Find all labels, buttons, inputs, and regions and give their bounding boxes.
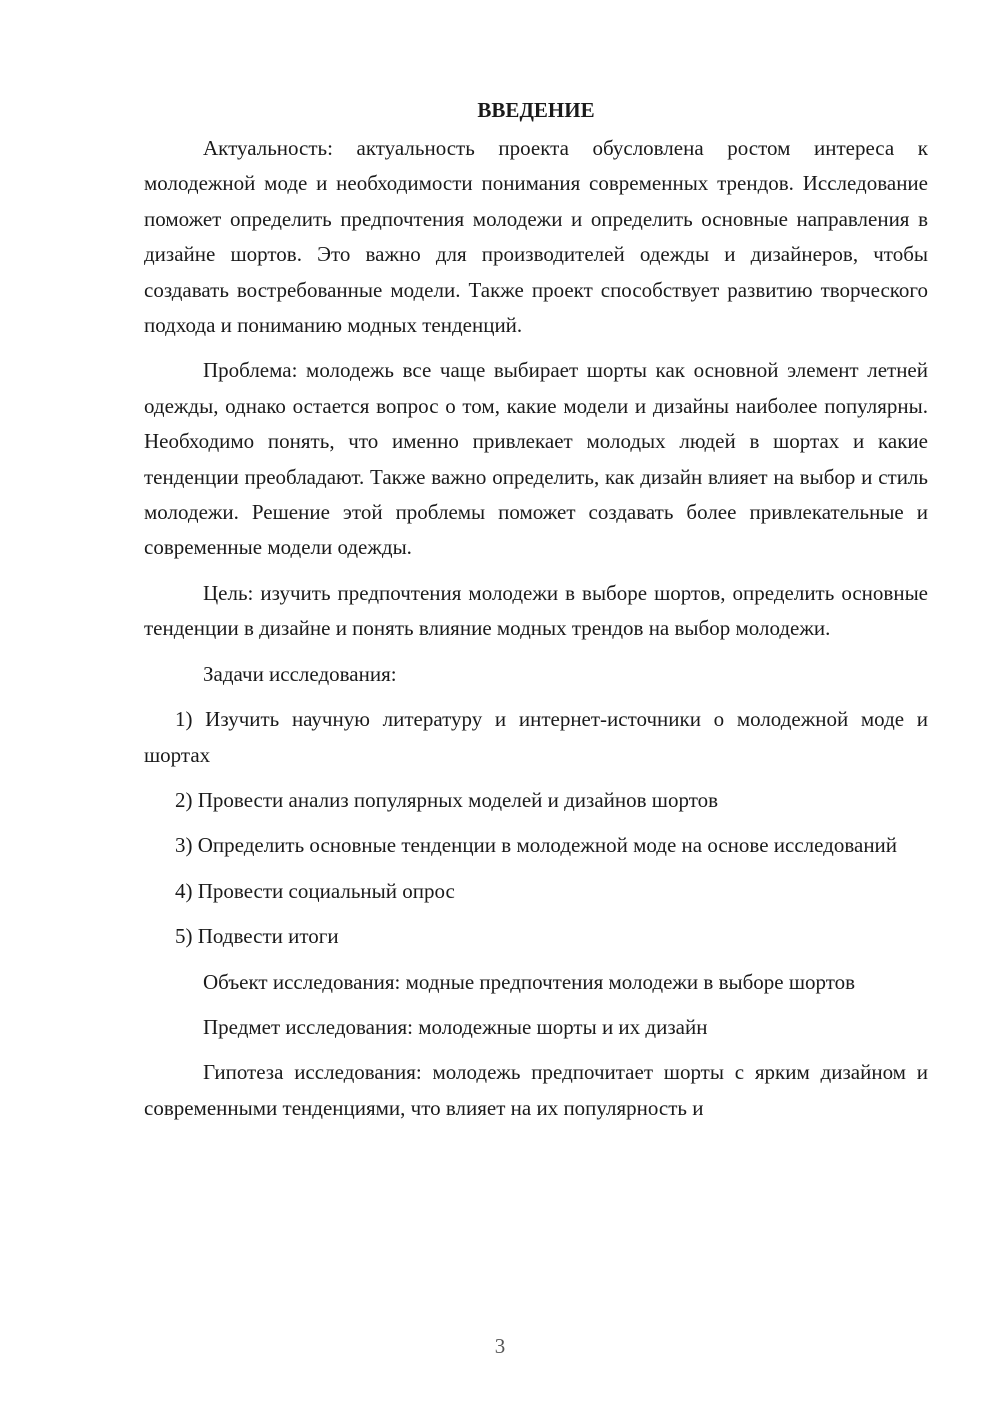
document-page bbox=[144, 93, 928, 1136]
document-title: ВВЕДЕНИЕ bbox=[477, 98, 595, 122]
paragraph-relevance: Актуальность: актуальность проекта обусловлена ростом интереса к молодежной моде и необходимости понимания современных трендов. Исследование поможет определить предпочтения молодежи и определить основные направления в дизайне шортов. Это важно для производителей одежды и дизайнеров, чтобы создавать востребованные модели. Также проект способствует развитию творческого подхода и пониманию модных тенденций. bbox=[144, 136, 928, 338]
paragraph-hypothesis: Гипотеза исследования: молодежь предпочитает шорты с ярким дизайном и современными тенденциями, что влияет на их популярность и bbox=[144, 1060, 928, 1120]
paragraph-goal: Цель: изучить предпочтения молодежи в выборе шортов, определить основные тенденции в дизайне и понять влияние модных трендов на выбор молодежи. bbox=[144, 580, 928, 641]
task-item-5: 5) Подвести итоги bbox=[175, 924, 339, 949]
paragraph-object: Объект исследования: модные предпочтения молодежи в выборе шортов bbox=[203, 969, 856, 994]
task-item-4: 4) Провести социальный опрос bbox=[175, 878, 455, 903]
task-item-3: 3) Определить основные тенденции в молодежной моде на основе исследований bbox=[175, 833, 898, 858]
page-number: 3 bbox=[494, 1334, 506, 1358]
task-item-2: 2) Провести анализ популярных моделей и дизайнов шортов bbox=[175, 787, 719, 812]
paragraph-subject: Предмет исследования: молодежные шорты и их дизайн bbox=[203, 1014, 708, 1039]
tasks-heading: Задачи исследования: bbox=[203, 661, 397, 686]
task-item-1: 1) Изучить научную литературу и интернет-источники о молодежной моде и шортах bbox=[144, 707, 928, 767]
paragraph-problem: Проблема: молодежь все чаще выбирает шорты как основной элемент летней одежды, однако остается вопрос о том, какие модели и дизайны наиболее популярны. Необходимо понять, что именно привлекает молодых людей в шортах и какие тенденции преобладают. Также важно определить, как дизайн влияет на выбор и стиль молодежи. Решение этой проблемы поможет создавать более привлекательные и современные модели одежды. bbox=[144, 358, 928, 560]
